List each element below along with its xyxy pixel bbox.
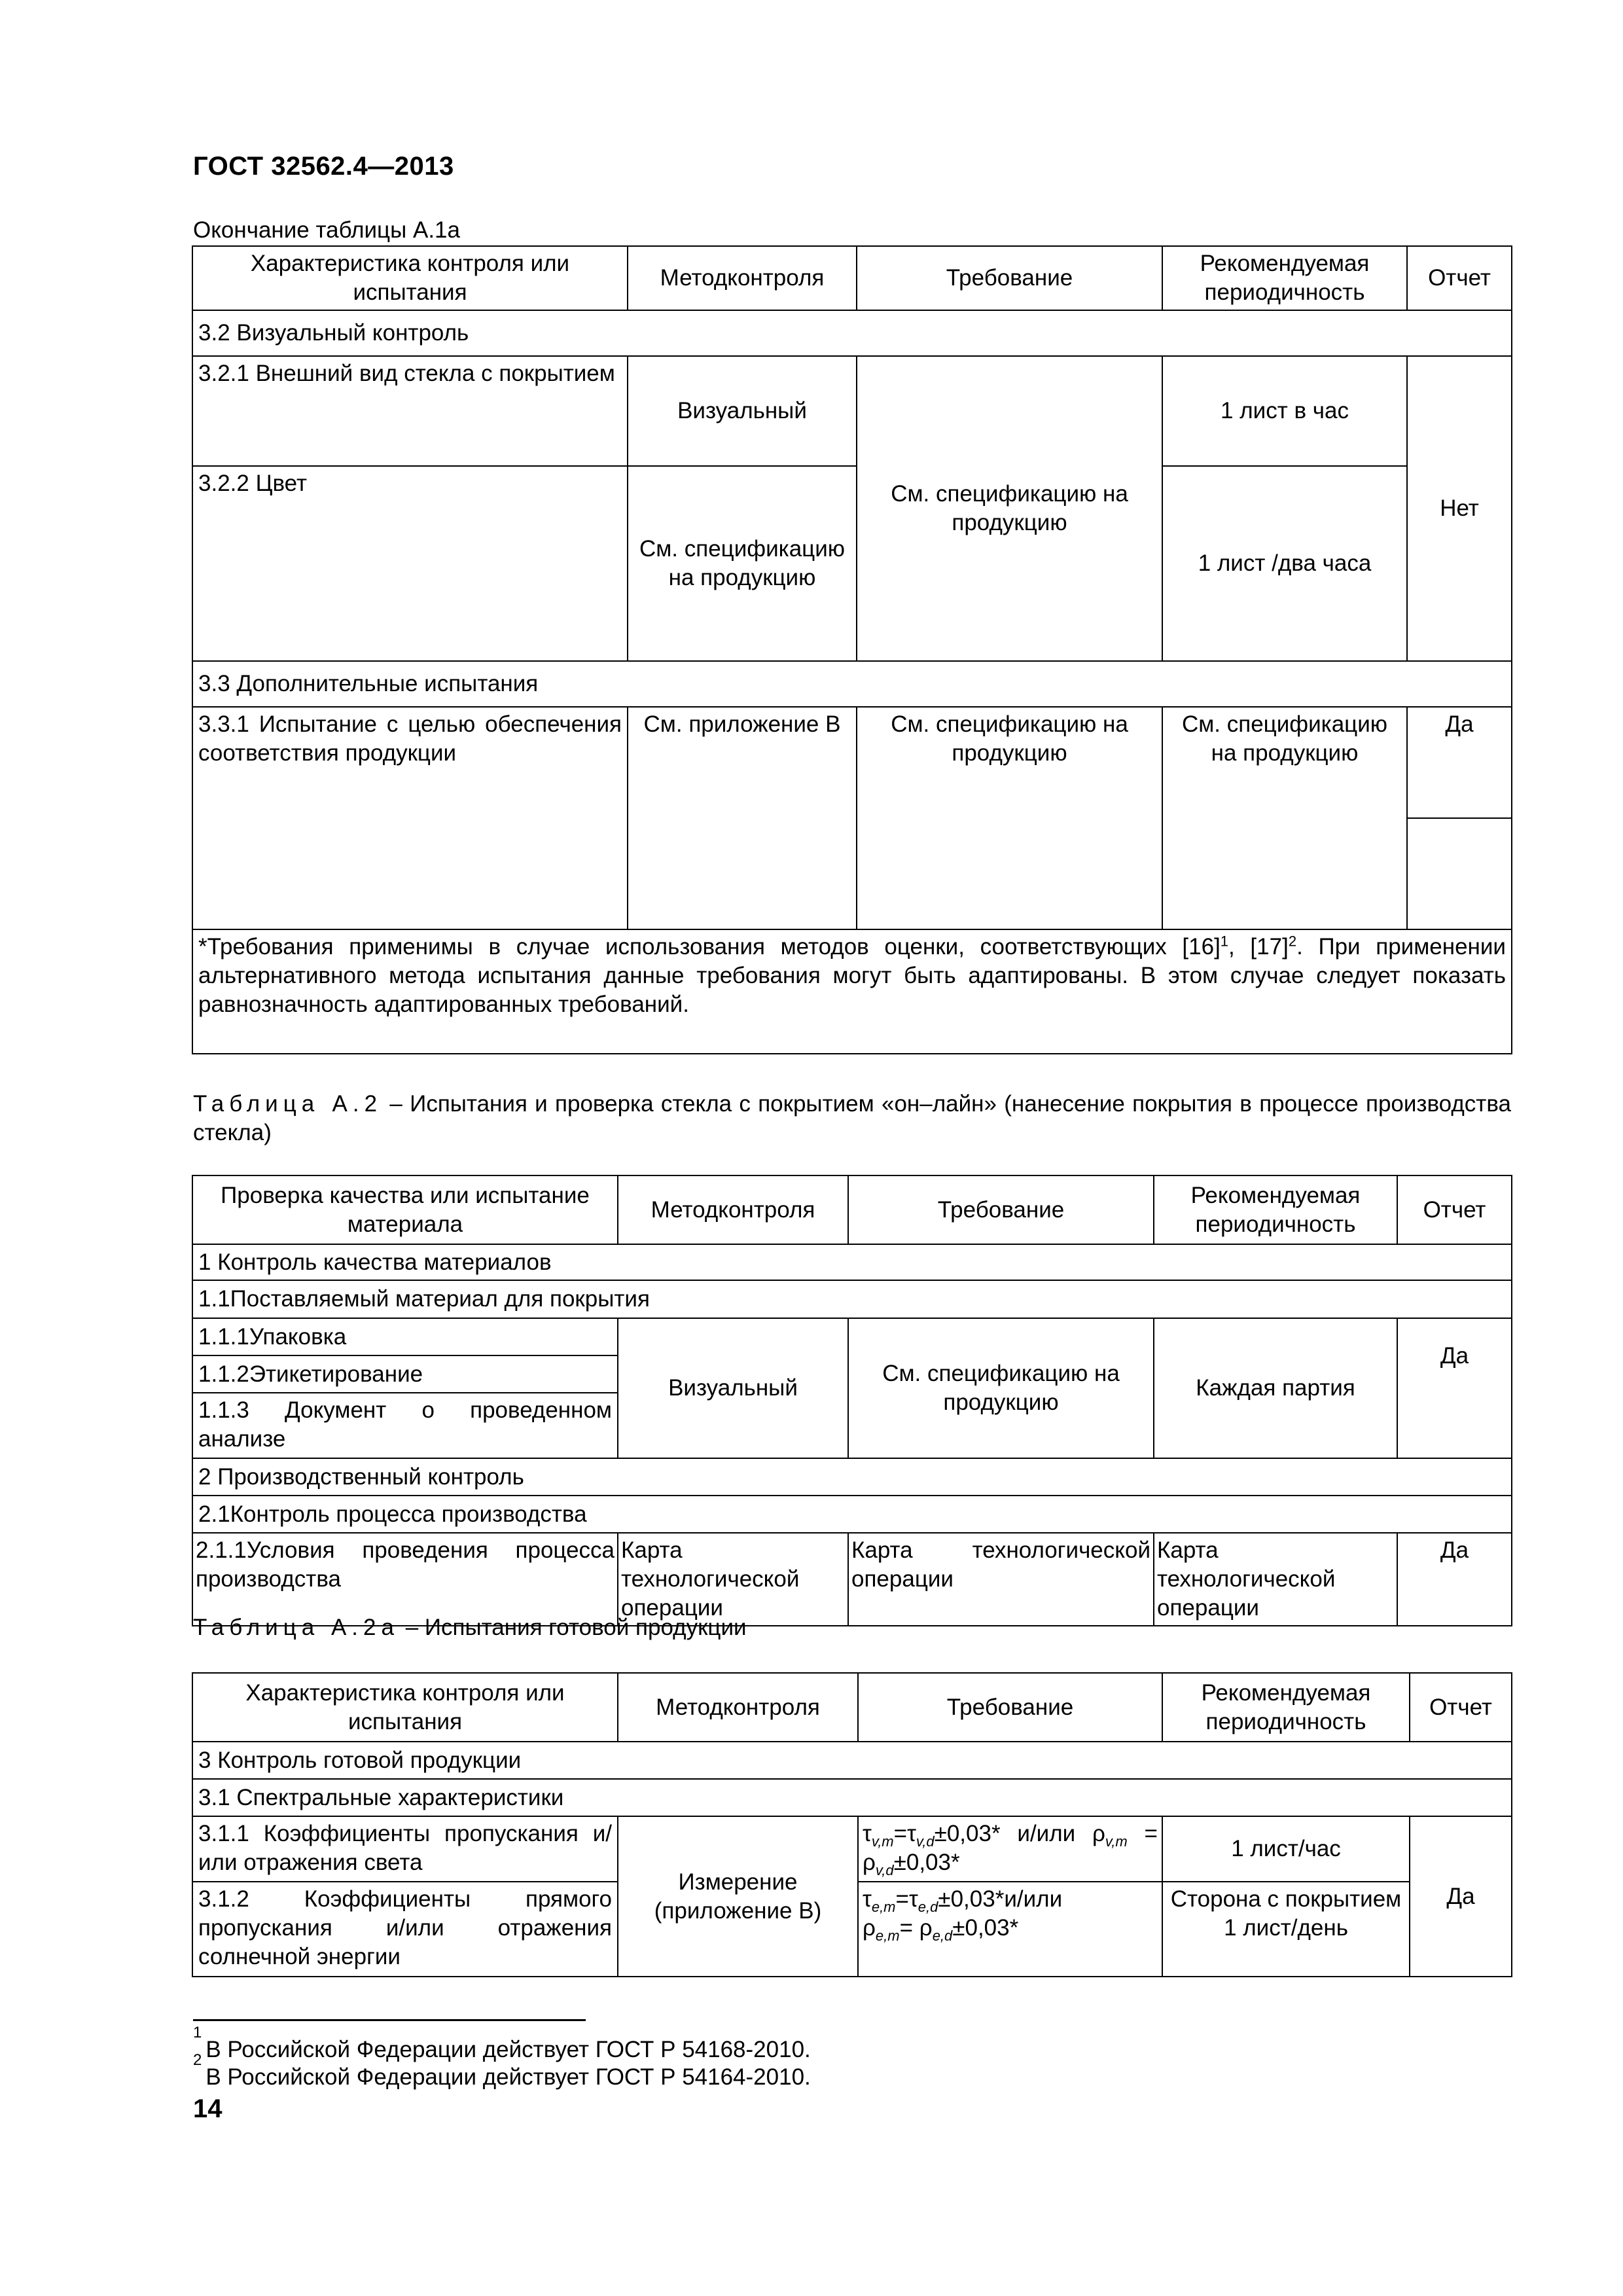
section-title: 1.1Поставляемый материал для покрытия xyxy=(192,1280,1512,1318)
row-requirement: См. спецификацию на продукцию xyxy=(857,356,1162,661)
row-report: Да xyxy=(1410,1816,1512,1977)
section-title: 3.2 Визуальный контроль xyxy=(192,310,1512,356)
footnote-text: В Российской Федерации действует ГОСТ Р 54168-2010. xyxy=(205,2037,811,2062)
empty-cell xyxy=(1407,818,1512,929)
footnote xyxy=(193,2051,811,2092)
empty-cell xyxy=(1397,1393,1512,1458)
row-characteristic: 3.2.2 Цвет xyxy=(192,466,628,661)
row-report: Да xyxy=(1397,1318,1512,1393)
section-row xyxy=(192,310,1512,356)
table-a2 xyxy=(192,1175,1512,1626)
table-a2a xyxy=(192,1672,1512,1977)
header-cell: Рекомендуемая периодичность xyxy=(1162,1673,1410,1742)
section-title: 2.1Контроль процесса производства xyxy=(192,1496,1512,1533)
section-row xyxy=(192,661,1512,707)
row-method: См. приложение В xyxy=(628,707,857,929)
header-cell: Отчет xyxy=(1410,1673,1512,1742)
section-row xyxy=(192,1779,1512,1816)
footnote-mark: 1 xyxy=(193,2024,202,2041)
section-title: 1 Контроль качества материалов xyxy=(192,1244,1512,1280)
footnote-text: В Российской Федерации действует ГОСТ Р 54164-2010. xyxy=(205,2064,811,2090)
section-row xyxy=(192,1244,1512,1280)
header-cell: Рекомендуемая периодичность xyxy=(1154,1175,1397,1244)
header-cell: Проверка качества или испытание материала xyxy=(192,1175,618,1244)
row-requirement: $\tau_{e,m}=\tau_{e,d}\pm 0,03*и$/или $\rho_{e,m}= \rho_{e,d}\pm 0,03*$ xyxy=(858,1882,1162,1977)
page-number: 14 xyxy=(193,2094,223,2123)
row-period: Каждая партия xyxy=(1154,1318,1397,1458)
table-row xyxy=(192,466,1512,661)
header-cell: Методконтроля xyxy=(618,1175,848,1244)
header-cell: Отчет xyxy=(1407,246,1512,310)
table-header-row xyxy=(192,1673,1512,1742)
table-header-row xyxy=(192,246,1512,310)
row-characteristic: 1.1.2Этикетирование xyxy=(192,1355,618,1393)
row-method: Карта технологической операции xyxy=(618,1533,848,1626)
note-text: *Требования применимы в случае использования методов оценки, соответствующих [16] xyxy=(198,934,1221,960)
section-row xyxy=(192,1280,1512,1318)
section-title: 3.3 Дополнительные испытания xyxy=(192,661,1512,707)
header-cell: Методконтроля xyxy=(628,246,857,310)
table-row xyxy=(192,1533,1512,1626)
row-report: Нет xyxy=(1407,356,1512,661)
section-row xyxy=(192,1742,1512,1779)
table-row xyxy=(192,356,1512,466)
row-period: 1 лист /два часа xyxy=(1162,466,1407,661)
table-row xyxy=(192,1816,1512,1882)
section-row xyxy=(192,1496,1512,1533)
caption-text: – Испытания и проверка стекла с покрытием «он–лайн» (нанесение покрытия в процессе производства стекла) xyxy=(193,1091,1511,1145)
header-cell: Требование xyxy=(857,246,1162,310)
row-period: Карта технологической операции xyxy=(1154,1533,1397,1626)
section-title: 3.1 Спектральные характеристики xyxy=(192,1779,1512,1816)
footnote-separator xyxy=(193,2019,586,2021)
section-title: 3 Контроль готовой продукции xyxy=(192,1742,1512,1779)
header-cell: Требование xyxy=(858,1673,1162,1742)
note-text: . При применении альтернативного метода испытания данные требования могут быть адаптированы. В этом случае следует показать равнозначность адаптированных требований. xyxy=(198,934,1506,1017)
row-method: Измерение (приложение В) xyxy=(618,1816,858,1977)
table-a1a-caption: Окончание таблицы А.1а xyxy=(193,217,460,243)
caption-text: – Испытания готовой продукции xyxy=(399,1615,747,1640)
table-note xyxy=(192,929,1512,1054)
footnote-ref: 2 xyxy=(1288,933,1297,950)
header-cell: Характеристика контроля или испытания xyxy=(192,1673,618,1742)
row-characteristic: 1.1.3 Документ о проведенном анализе xyxy=(192,1393,618,1458)
header-cell: Характеристика контроля или испытания xyxy=(192,246,628,310)
document-code: ГОСТ 32562.4—2013 xyxy=(193,152,454,181)
table-row xyxy=(192,1318,1512,1355)
table-a2-caption xyxy=(193,1090,1511,1147)
row-requirement: Карта технологической операции xyxy=(848,1533,1154,1626)
row-characteristic: 3.1.1 Коэффициенты пропускания и/или отражения света xyxy=(192,1816,618,1882)
row-requirement: $\tau_{v,m}=\tau_{v,d}\pm 0,03*$ и/или $\rho_{v,m} = \rho_{v,d}\pm 0,03*$ xyxy=(858,1816,1162,1882)
footnote-mark: 2 xyxy=(193,2051,202,2069)
row-requirement: См. спецификацию на продукцию xyxy=(857,707,1162,929)
row-period: 1 лист в час xyxy=(1162,356,1407,466)
row-requirement: См. спецификацию на продукцию xyxy=(848,1318,1154,1458)
row-method: См. спецификацию на продукцию xyxy=(628,466,857,661)
row-report: Да xyxy=(1407,707,1512,818)
note-row xyxy=(192,929,1512,1054)
row-method: Визуальный xyxy=(618,1318,848,1458)
row-characteristic: 3.2.1 Внешний вид стекла с покрытием xyxy=(192,356,628,466)
table-header-row xyxy=(192,1175,1512,1244)
header-cell: Отчет xyxy=(1397,1175,1512,1244)
row-period: Сторона с покрытием 1 лист/день xyxy=(1162,1882,1410,1977)
header-cell: Рекомендуемая периодичность xyxy=(1162,246,1407,310)
section-title: 2 Производственный контроль xyxy=(192,1458,1512,1496)
row-characteristic: 1.1.1Упаковка xyxy=(192,1318,618,1355)
note-text: , [17] xyxy=(1228,934,1289,960)
section-row xyxy=(192,1458,1512,1496)
table-a2a-caption xyxy=(193,1613,747,1642)
row-characteristic: 3.1.2 Коэффициенты прямого пропускания и/или отражения солнечной энергии xyxy=(192,1882,618,1977)
row-report: Да xyxy=(1397,1533,1512,1626)
table-row xyxy=(192,707,1512,818)
header-cell: Методконтроля xyxy=(618,1673,858,1742)
caption-label: Таблица А.2а xyxy=(193,1615,399,1640)
table-a1a xyxy=(192,245,1512,1054)
row-method: Визуальный xyxy=(628,356,857,466)
footnote-ref: 1 xyxy=(1220,933,1229,950)
footnote xyxy=(193,2024,811,2064)
caption-label: Таблица А.2 xyxy=(193,1091,383,1117)
row-period: 1 лист/час xyxy=(1162,1816,1410,1882)
row-characteristic: 3.3.1 Испытание с целью обеспечения соответствия продукции xyxy=(192,707,628,929)
row-characteristic: 2.1.1Условия проведения процесса производства xyxy=(192,1533,618,1626)
row-period: См. спецификацию на продукцию xyxy=(1162,707,1407,929)
header-cell: Требование xyxy=(848,1175,1154,1244)
